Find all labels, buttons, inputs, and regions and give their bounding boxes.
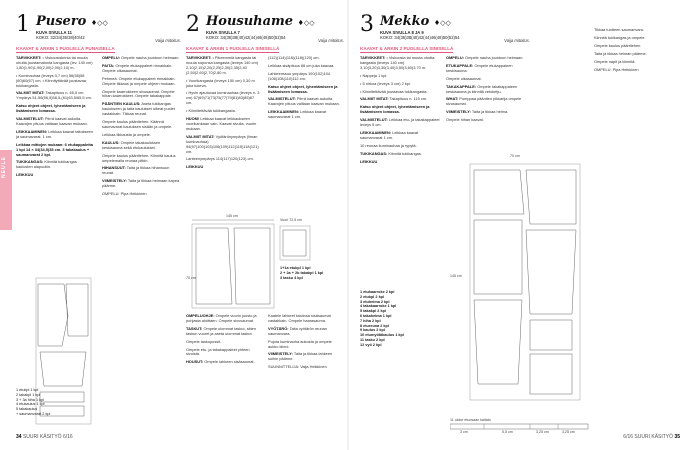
side-tab: NEULE bbox=[0, 150, 12, 230]
pattern-meta: KUVA SIVULLA 7 KOKO: 34(36)38(40)42(44)46(48)50(52)54 bbox=[206, 30, 286, 41]
dimension-label: 70 cm bbox=[510, 154, 520, 158]
left-footer: 34 SUURI KÄSITYÖ 6/16 bbox=[16, 434, 73, 440]
pattern-note: Vaija mitoitus. bbox=[318, 38, 344, 43]
legend: 1 etukaarroke 2 kpl 2 etukpl 2 kpl 3 etuhelma 2 kpl 4 takakaarroke 1 kpl 5 takakpl 2 kpl 6 takahelma 1 kpl 7 hiha 2 kpl 8 etureuna 2 kpl 9 kaulus 2 kpl 10 etumyötäkaulus 1 kpl 11 tasku 2 kpl 12 vyö 2 kpl bbox=[360, 290, 404, 347]
pattern-note: Vaija mitoitus. bbox=[504, 38, 530, 43]
column-right: OMPELU: Ompele nauha joustoon helmaan. PAITA: Ompele etukappaleet rinnakkain. Ompele olkasaumat. Pehmeä. Ompele etukappaleet rinnakkain. Ompele tikkaus ja ompele ohjeen mukaan. Ompele kaarrokkeen sivusaumat. Ompele hihan kaarrokkeet. Ompele takakappale. PÄÄNTIEN KAULUS: Aseta tukikangas kaulukseen ja taita kaulukset oikeat puolet vastakkain. Tikkaa reunat. Ompele kaulus pääntiehen. Käännä saumavarat kauluksen sisään ja ompele. Leikkaa tikkausta ja ompele. KAULUS: Ompele takakauluksen keskisauma sekä etukaulukset. Ompele kaulus pääntiehen. Kiinnitä kaulus ompelemalla reunaa pitkin. HIHANSUUT: Taita ja tikkaa hihansuun reunat. VIIMEISTELY: Taita ja tikkaa helmaan kapea päärme. OMPELU: Pipa Heikkinen bbox=[102, 55, 180, 197]
layout-diagram bbox=[450, 154, 590, 414]
column-left-lower: OMPELUOHJE: Ompele vuorin juusto ja pohjasta aloittaen. Ompele sivusaumat. TASKUT: Ompele ulommat taskut, sitten taskun vuoret ja aseta ulommat taskut. Ompele taskupussit. Ompele etu- ja takakappaleet yhteen sivuista. HOUSUT: Ompele lahkeen sisäsaumat. bbox=[186, 313, 257, 365]
column-right-lower: Kaatele lahkeet toisiinsa sisäsaumat vastakkain. Ompele haarasauma. VYÖTÄRÖ: Taita vyötärön reunan saumanvara. Pujota kuminauha aukosta ja ompele aukko kiinni. VIIMEISTELY: Taita ja tikkaa lahkeen suihin päärme. SUUNNITTELIJA: Vaija Heikkinen bbox=[268, 313, 333, 370]
column-left: TARVIKKEET: • Viskoosiskrinia tai muuta ohutta joustamatonta kangasta (lev. 140 cm) 1,80(1,90)1,90(2,00)2,00(2,10) m. • Kuminauhaa (leveys 0,7 cm) 56(58)58 (60)60(67) cm. • Kiinnityttävää joustavaa tukikangasta. VALMIIT MITAT: Takapituus n. 65,5 cm. Ympärys 51-56(56,5)58,5-(61)63,5/65,5 cm. Katso ohjeet ohjeet, lyhentämiseen ja lisäämiseen lomassa. VALMISTELUT: Piirrä kaavat aukolta. Kaavojen pituus valitaan kaavan mukaan. LEIKKAAMINEN: Leikkaa kaavat taitokseen ja saumavarat. 1 cm. Leikkaa mittojen mukaan: 6 etukappaletta 1 kpl 14 × 34(34,5)35 cm. 3 takakaulus + saumanvarat 2 kpl. TUKIKANGAS: Kiinnitä tukikangas kaulusten alapuoliin. LEIKKUU bbox=[16, 55, 93, 178]
section-heading: KAAVAT & ARKIN 1 PUOLELLA SINISELLÄ bbox=[186, 46, 280, 51]
pattern-number: 3 bbox=[360, 12, 374, 37]
column-right: (112)(114)(116)(118)(120) cm. Leikkaa sisäpituus 68 cm juka kaavaa. Lahkeenssuu ympärys 100(102)104 (106)108(110)112 cm. Katso ohjeet ohjeet, lyhentämiseen ja lisäämiseen lomassa. VALMISTELUT: Piirrä kaavat aukolta. Kaavojen pituus valitaan kaavan mukaan. LEIKKAAMINEN: Leikkaa kaavat saumanvarat 1 cm. bbox=[268, 55, 340, 120]
pattern-title: Pusero ♦◇◇ bbox=[36, 14, 108, 29]
dimension-label: 145 cm bbox=[226, 214, 238, 218]
dimension-label: 145 cm bbox=[450, 274, 462, 278]
strip-diagram: 11 uloke etuosaan kaltato 3 cm 5,5 cm 3,25 cm 3,25 cm bbox=[450, 418, 590, 436]
pattern-title: Housuhame ♦◇◇ bbox=[206, 14, 315, 29]
pattern-number: 2 bbox=[186, 12, 200, 37]
column-left: TARVIKKEET: • Viskoosia tai muuta ohutta kangasta (leveys 140 cm) 3,10(3,20)3,30(3,40)3,50(3,60)3,70 m. • Nappeja 1 kpl. • 5 nirkoa (leveys 3 cm) 2 kpl. • Kiinnitettävää joustavaa tukikangasta. VALMIIT MITAT: Takapituus n. 115 cm. Katso ohjeet ohjeet, lyhentämiseen ja lisäämiseen lomassa. VALMISTELUT: Leikkaa etu- ja takakappaleet leveys 5 cm. LEIKKAAMINEN: Leikkaa kaavat saumanvarat 1 cm. 10 reunaa kuminauhaa ja rypytä. TUKIKANGAS: Kiinnitä tukikangas. LEIKKUU bbox=[360, 55, 440, 164]
page-fold bbox=[347, 0, 349, 450]
layout-diagram bbox=[16, 276, 96, 426]
section-heading: KAAVAT & ARKIN 1 PUOLELLA PUNAISELLA bbox=[16, 46, 115, 51]
layout-diagram bbox=[188, 214, 344, 310]
dimension-label: Vuori 72,5 cm bbox=[280, 218, 303, 222]
pattern-2 bbox=[186, 14, 344, 434]
column-middle: OMPELU: Ompele nauha joustoon helmaan. ETUKAPPALE: Ompele etukappaleen keskisauma. Ompele olkasaumat. TAKAKAPPALE: Ompele takakappaleen keskisauma ja kiinnitä vetoketju. WHAT: Pomppaa pääntien pikkarija ompele sivusaumat. VIIMEISTELY: Taita ja tikkaa helma. Ompele hihan kaavat. bbox=[446, 55, 524, 123]
pattern-number: 1 bbox=[16, 12, 30, 37]
section-heading: KAAVAT & ARKIN 2 PUOLELLA SINISELLÄ bbox=[360, 46, 454, 51]
column-left: TARVIKKEET: • Pikeemmiä kangasta tai muuta soponsa kangasta (leveys 140 cm) 2,10(2,15)2,20(2,25)2,30(2,35)2,40 (2,50)2,60(2,70)2,80 m. • Vuorikangasta (leveys 150 cm) 0,30 m juka tukeva. • Hyvin ajautuvaa kuminauhaa (leveys n. 3 cm) 67(69)71(73)75(77)79(81)83(85)87 cm. • Kiinnitettävää tukikangasta. HUOM! Leikkaa kaavat leikkaukseen vuorikankaan vain. Kaavat sivulla, vuorin mukaan. VALMIIT MITAT: Vyötärönympärys (ilman kuminauhaa) 94(97)100(103)106(109)112(115)118(121) cm. Lanteenympärys 114(117)120(123) cm. LEIKKUU bbox=[186, 55, 260, 170]
column-right: Tikkaa tuotteen saumanvara. Kiinnitä tukikangas ja ompele. Ompele kaulus pääntiehen. Taita ja tikkaa helman päärme. Ompele napit ja kiinnitä. OMPELU: Pipa Heikkinen bbox=[594, 27, 647, 72]
pattern-3 bbox=[360, 14, 680, 434]
right-footer: 6/16 SUURI KÄSITYÖ 35 bbox=[623, 434, 680, 440]
pattern-note: Vaija mitoitus. bbox=[155, 38, 181, 43]
pattern-meta: KUVA SIVULLA 11 KOKO: 32/34(36/38)40/42 bbox=[36, 30, 85, 41]
legend: 1 etukpl 1 kpl 2 takakpl 1 kpl 3 + 3a hiha 1 kpl 4 etukaulus 1 kpl 5 takakaulus + saumanvarat 2 kpl bbox=[16, 388, 51, 416]
legend: 1+1a etukpl 1 kpl 2 + 2a + 2b takakpl 1 kpl 3 tasku 4 kpl bbox=[280, 266, 324, 280]
dimension-label: 70 cm bbox=[186, 276, 196, 280]
pattern-meta: KUVA SIVULLA 8 JA 9 KOKO: 34(36)38(40)42(44)46(48)50(52)54 bbox=[380, 30, 460, 41]
pattern-1 bbox=[16, 14, 181, 434]
pattern-title: Mekko ♦◇◇ bbox=[380, 14, 451, 29]
